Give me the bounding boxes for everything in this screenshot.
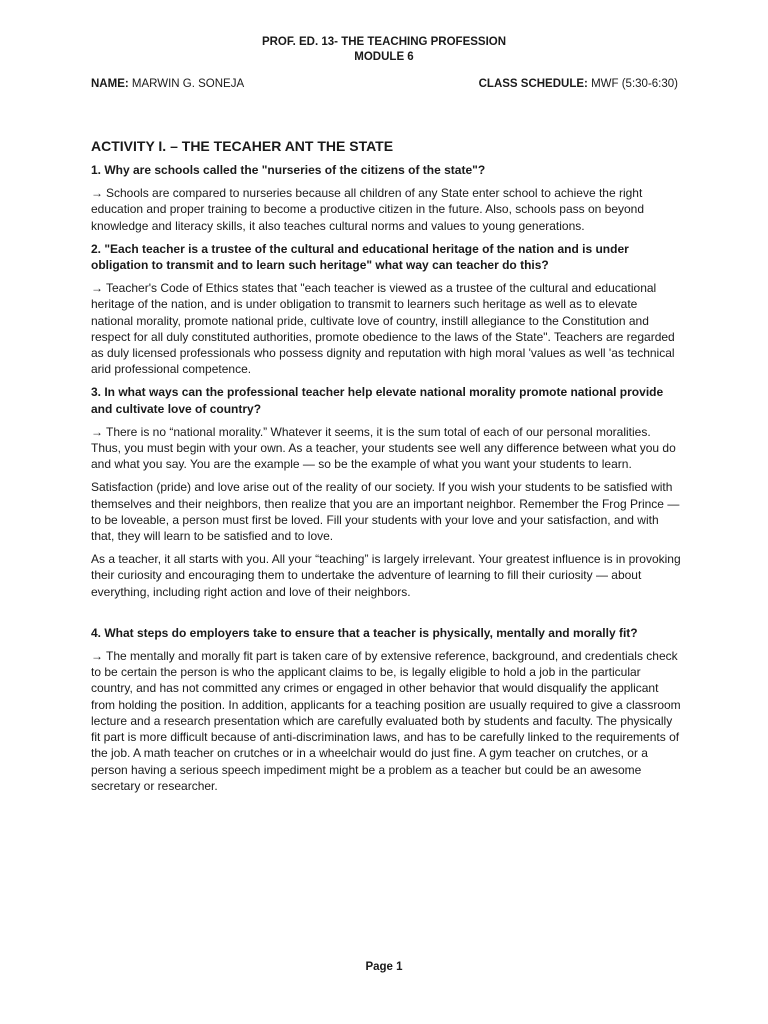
student-name bbox=[91, 78, 244, 90]
answer-3-paragraph-3: As a teacher, it all starts with you. All your “teaching” is largely irrelevant. Your greatest influence is in provoking their curiosity and encouraging them to undertake the adventure of learning to fill their curiosity — about everything, including right action and love of their neighbors. bbox=[91, 552, 681, 599]
class-schedule bbox=[479, 78, 678, 90]
schedule-label: CLASS SCHEDULE: bbox=[478, 78, 588, 90]
answer-4 bbox=[91, 648, 681, 794]
question-3: 3. In what ways can the professional teacher help elevate national morality promote national provide and cultivate love of country? bbox=[91, 385, 664, 416]
arrow-icon: → bbox=[91, 186, 103, 201]
question-2: 2. "Each teacher is a trustee of the cultural and educational heritage of the nation and is under obligation to transmit and to learn such heritage" what way can teacher do this? bbox=[91, 241, 629, 273]
answer-3 bbox=[91, 424, 681, 473]
answer-1-text: Schools are compared to nurseries because all children of any State enter school to achieve the right education and proper training to become a productive citizen in the future. Also, schools pass on beyond knowledge and literacy skills, it also teaches cultural norms and values to young generations. bbox=[91, 186, 645, 233]
spacer bbox=[91, 607, 681, 625]
name-value: MARWIN G. SONEJA bbox=[131, 78, 245, 90]
page-footer bbox=[0, 961, 768, 973]
arrow-icon: → bbox=[91, 281, 103, 296]
page-label: Page bbox=[365, 961, 393, 973]
document-body bbox=[91, 138, 681, 801]
activity-title: ACTIVITY I. – THE TECAHER ANT THE STATE bbox=[91, 138, 394, 154]
answer-2 bbox=[91, 280, 681, 377]
module-title: MODULE 6 bbox=[354, 51, 414, 63]
answer-1 bbox=[91, 185, 681, 234]
question-4: 4. What steps do employers take to ensure that a teacher is physically, mentally and morally fit? bbox=[91, 625, 638, 640]
arrow-icon: → bbox=[91, 649, 103, 664]
course-title: PROF. ED. 13- THE TEACHING PROFESSION bbox=[261, 36, 507, 48]
answer-3-paragraph-2: Satisfaction (pride) and love arise out of the reality of our society. If you wish your students to be satisfied with themselves and their neighbors, then realize that you are an important neighbor. Remember the Frog Prince — to be loveable, a person must first be loved. Fill your students with your love and your satisfaction, and with that, they will learn to be satisfied and to love. bbox=[91, 480, 680, 544]
answer-4-text: The mentally and morally fit part is taken care of by extensive reference, background, and credentials check to be certain the person is who the applicant claims to be, is legally eligible to hold a job in the particular country, and has not committed any crimes or engaged in other behavior that would disqualify the applicant from holding the position. In addition, applicants for a teaching position are usually required to give a classroom lecture and a research presentation which are carefully evaluated both by students and faculty. The physically fit part is more difficult because of anti-discrimination laws, and has to be carefully linked to the requirements of the job. A math teacher on crutches or in a wheelchair would do just fine. A gym teacher on crutches, or a person having a serious speech impediment might be a problem as a teacher but could be an awesome secretary or researcher. bbox=[91, 649, 681, 793]
question-1: 1. Why are schools called the "nurseries of the citizens of the state"? bbox=[91, 163, 486, 177]
name-label: NAME: bbox=[91, 78, 129, 90]
answer-3-text: There is no “national morality.” Whatever it seems, it is the sum total of each of our personal moralities. Thus, you must begin with your own. As a teacher, your students see well any difference between what you do and what you say. You are the example — so be the example of what you want your students to learn. bbox=[91, 424, 676, 472]
schedule-value: MWF (5:30-6:30) bbox=[591, 78, 678, 90]
page-number: 1 bbox=[396, 961, 403, 973]
answer-2-text: Teacher's Code of Ethics states that "each teacher is viewed as a trustee of the cultural and educational heritage of the nation, and is under obligation to transmit to learners such heritage as well as to elevate national morality, promote national pride, cultivate love of country, instill allegiance to the Constitution and respect for all duly constituted authorities, promote obedience to the laws of the State". Teachers are regarded as duly licensed professionals who possess dignity and reputation with high moral 'values as well 'as technical arid professional competence. bbox=[91, 281, 675, 377]
arrow-icon: → bbox=[91, 424, 103, 439]
